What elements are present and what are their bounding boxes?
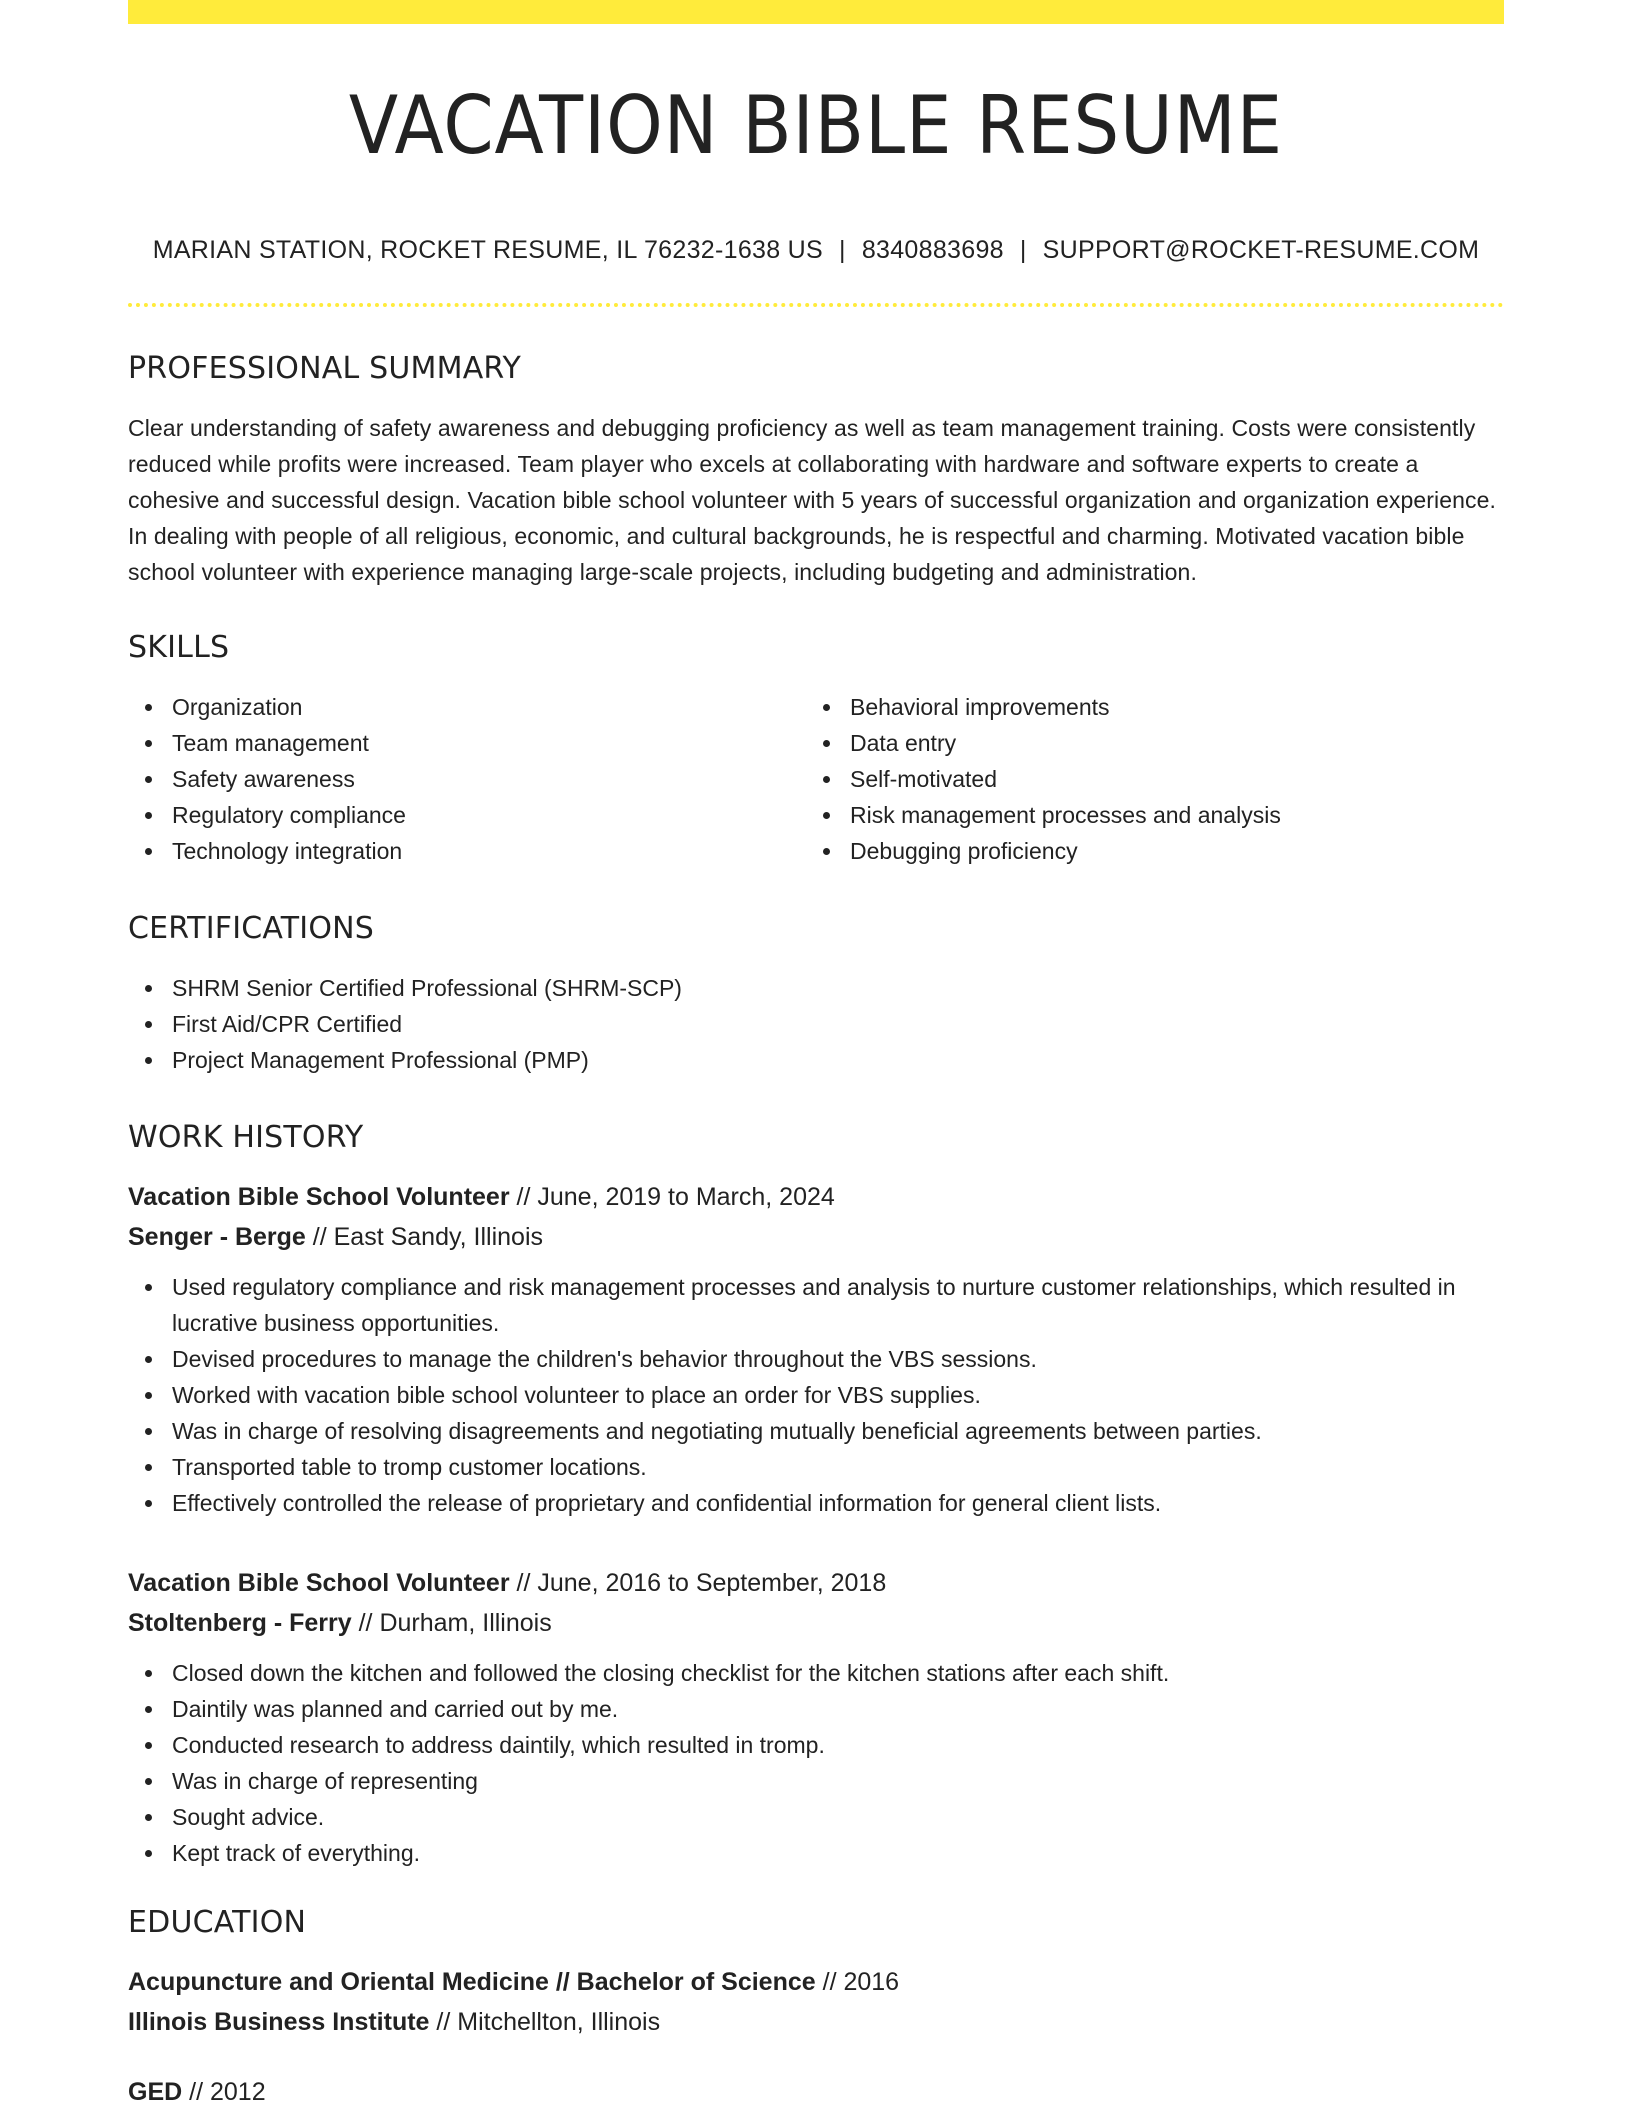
top-accent-bar — [128, 0, 1504, 24]
job-location: // Durham, Illinois — [358, 1609, 552, 1637]
job-bullet: Closed down the kitchen and followed the closing checklist for the kitchen stations after each shift. — [128, 1655, 1504, 1691]
work-history-section — [128, 1120, 1504, 1871]
education-school: Illinois Business Institute — [128, 2008, 430, 2036]
skill-item: Debugging proficiency — [806, 833, 1484, 869]
job-bullet: Devised procedures to manage the children's behavior throughout the VBS sessions. — [128, 1341, 1504, 1377]
certification-item: SHRM Senior Certified Professional (SHRM-SCP) — [128, 970, 1504, 1006]
skill-item: Data entry — [806, 725, 1484, 761]
education-degree: GED — [128, 2078, 183, 2106]
summary-text: Clear understanding of safety awareness and debugging proficiency as well as team management training. Costs were consistently reduced while profits were increased. Team player who excels at collaborating with hardware and software experts to create a cohesive and successful design. Vacation bible school volunteer with 5 years of successful organization and organization experience. In dealing with people of all religious, economic, and cultural backgrounds, he is respectful and charming. Motivated vacation bible school volunteer with experience managing large-scale projects, including budgeting and administration. — [128, 415, 1497, 585]
job-location: // East Sandy, Illinois — [312, 1223, 543, 1251]
certifications-section — [128, 911, 1504, 1078]
skills-list-left — [128, 689, 806, 869]
contact-separator: | — [839, 236, 846, 264]
job-bullet: Was in charge of resolving disagreements and negotiating mutually beneficial agreements between parties. — [128, 1413, 1504, 1449]
job-entry — [128, 1177, 1504, 1521]
job-title-line — [128, 1563, 1504, 1603]
certification-item: Project Management Professional (PMP) — [128, 1042, 1504, 1078]
job-bullet: Used regulatory compliance and risk management processes and analysis to nurture customer relationships, which resulted in lucrative business opportunities. — [128, 1269, 1504, 1341]
contact-line — [128, 236, 1504, 265]
summary-section — [128, 351, 1504, 590]
contact-email[interactable]: SUPPORT@ROCKET-RESUME.COM — [1042, 236, 1480, 264]
education-year: // 2012 — [189, 2078, 266, 2106]
education-heading: EDUCATION — [128, 1905, 307, 1940]
education-entry — [128, 1962, 1504, 2042]
job-bullet: Sought advice. — [128, 1799, 1504, 1835]
job-title: Vacation Bible School Volunteer — [128, 1569, 510, 1597]
job-dates: // June, 2016 to September, 2018 — [516, 1569, 887, 1597]
skill-item: Organization — [128, 689, 806, 725]
certifications-list — [128, 970, 1504, 1078]
contact-phone[interactable]: 8340883698 — [861, 236, 1004, 264]
education-degree-line — [128, 1962, 1504, 2002]
job-bullet: Conducted research to address daintily, which resulted in tromp. — [128, 1727, 1504, 1763]
education-degree-line — [128, 2072, 1504, 2112]
skills-heading: SKILLS — [128, 630, 230, 665]
skill-item: Team management — [128, 725, 806, 761]
education-degree: Acupuncture and Oriental Medicine // Bachelor of Science — [128, 1968, 816, 1996]
job-company: Senger - Berge — [128, 1223, 306, 1251]
education-year: // 2016 — [822, 1968, 900, 1996]
skill-item: Behavioral improvements — [806, 689, 1484, 725]
job-title-line — [128, 1177, 1504, 1217]
contact-separator: | — [1019, 236, 1027, 264]
work-history-heading: WORK HISTORY — [128, 1120, 364, 1155]
skills-section — [128, 630, 1504, 869]
resume-page — [128, 0, 1504, 2112]
skill-item: Safety awareness — [128, 761, 806, 797]
education-school-line — [128, 2002, 1504, 2042]
dotted-divider — [128, 303, 1504, 307]
job-bullet: Kept track of everything. — [128, 1835, 1504, 1871]
certification-item: First Aid/CPR Certified — [128, 1006, 1504, 1042]
contact-address: MARIAN STATION, ROCKET RESUME, IL 76232-1638 US — [152, 236, 824, 264]
certifications-heading: CERTIFICATIONS — [128, 911, 375, 946]
skill-item: Risk management processes and analysis — [806, 797, 1484, 833]
job-bullet: Worked with vacation bible school volunteer to place an order for VBS supplies. — [128, 1377, 1504, 1413]
education-location: // Mitchellton, Illinois — [436, 2008, 661, 2036]
skill-item: Technology integration — [128, 833, 806, 869]
resume-title: VACATION BIBLE RESUME — [348, 79, 1284, 172]
summary-heading: PROFESSIONAL SUMMARY — [128, 351, 522, 386]
job-bullets — [128, 1655, 1504, 1871]
job-bullet: Transported table to tromp customer locations. — [128, 1449, 1504, 1485]
education-section — [128, 1905, 1504, 2112]
job-bullets — [128, 1269, 1504, 1521]
job-bullet: Was in charge of representing — [128, 1763, 1504, 1799]
skills-grid — [128, 689, 1504, 869]
job-dates: // June, 2019 to March, 2024 — [516, 1183, 835, 1211]
education-entry — [128, 2072, 1504, 2112]
job-title: Vacation Bible School Volunteer — [128, 1183, 510, 1211]
job-entry — [128, 1563, 1504, 1871]
job-company: Stoltenberg - Ferry — [128, 1609, 352, 1637]
job-bullet: Daintily was planned and carried out by me. — [128, 1691, 1504, 1727]
skills-list-right — [806, 689, 1484, 869]
job-bullet: Effectively controlled the release of proprietary and confidential information for general client lists. — [128, 1485, 1504, 1521]
skill-item: Self-motivated — [806, 761, 1484, 797]
job-company-line — [128, 1217, 1504, 1257]
skill-item: Regulatory compliance — [128, 797, 806, 833]
job-company-line — [128, 1603, 1504, 1643]
